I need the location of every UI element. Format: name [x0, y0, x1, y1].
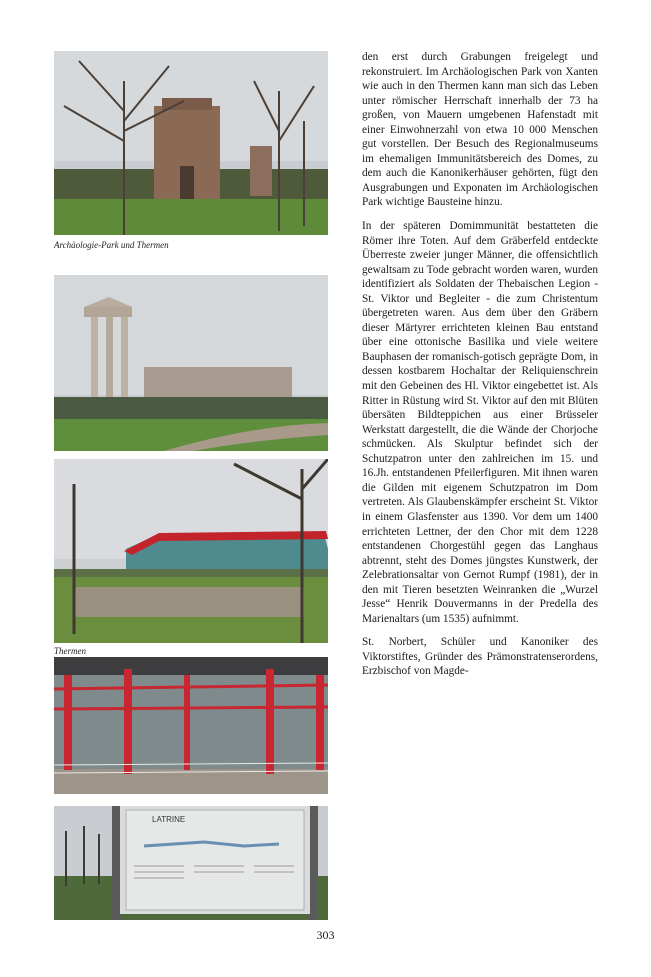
- paragraph-1: den erst durch Grabungen freigelegt und rekonstruiert. Im Archäologischen Park von Xanten wie auch in den Thermen kann man sich das Leben unter römischer Herrschaft innerhalb der 73 ha großen, von Mauern umgebenen Hafenstadt mit einer Einwohnerzahl von etwa 10 000 Menschen gut vorstellen. Der Besuch des Regionalmuseums im ehemaligen Immunitätsbereich des Domes, zu dem auch die Kanonikerhäuser gehörten, fügt den Ausgrabungen und Exponaten im Archäologischen Park wichtige Bausteine hinzu.: [362, 51, 598, 209]
- paragraph-3: St. Norbert, Schüler und Kanoniker des Viktorstiftes, Gründer des Prämonstratenserordens, Erzbischof von Magde-: [362, 636, 598, 678]
- page-number: 303: [316, 928, 335, 942]
- photo-thermen: [54, 459, 328, 643]
- text-column: [362, 50, 598, 688]
- photo-temple-ruins: [54, 275, 328, 451]
- photo-archaeology-park: [54, 51, 328, 235]
- paragraph-2: In der späteren Domimmunität bestatteten die Römer ihre Toten. Auf dem Gräberfeld entdeckte Überreste zweier junger Männer, die offensichtlich gewaltsam zu Tode gebracht worden waren, wurden identifiziert als Soldaten der Thebaischen Legion - St. Viktor und Begleiter - die zum Christentum übergetreten waren. Aus dem über den Gräbern dieser Märtyrer errichteten kleinen Bau entstand über eine ottonische Basilika und viele weitere Bauphasen der romanisch-gotisch geprägte Dom, in dessen kostbarem Hochaltar der Reliquienschrein mit den Gebeinen des Hl. Viktor eingebettet ist. Als Ritter in Rüstung wird St. Viktor auf den mit Blüten übersäten Bildteppichen aus einer Brüsseler Werkstatt dargestellt, die die Wände der Chorjoche schmücken. Als Skulptur befindet sich der Schutzpatron unter den zahlreichen im 15. und 16.Jh. entstandenen Pfeilerfiguren. Mit ihnen waren die Gilden mit eigenem Schutzpatron im Dom vertreten. Als Glaubenskämpfer erscheint St. Viktor in einem Glasfenster aus 1390. Vor dem um 1400 errichteten Lettner, der den Chor mit dem 1228 entstandenen Chorgestühl gegen das Langhaus abtrennt, steht des Domes jüngstes Kunstwerk, der Zelebrationsaltar von Gernot Rumpf (1981), der in den mit Tieren besetzten Weinranken die „Wurzel Jesse“ Henrik Douvermanns in der Predella des Marienaltars (um 1535) aufnimmt.: [362, 220, 598, 625]
- photo-latrine-sign: [54, 806, 328, 920]
- caption-archaeology-park: Archäologie-Park und Thermen: [54, 240, 169, 250]
- photo-thermen-interior: [54, 657, 328, 794]
- latrine-sign-title: LATRINE: [152, 815, 186, 824]
- caption-thermen: Thermen: [54, 646, 86, 656]
